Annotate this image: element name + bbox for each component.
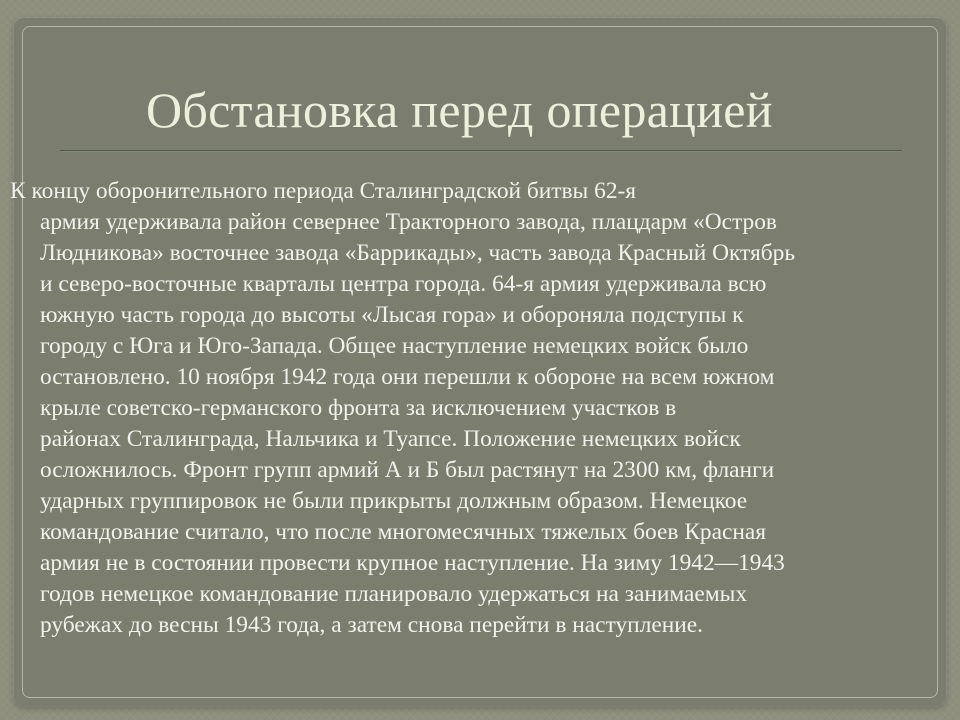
body-line: ударных группировок не были прикрыты должным образом. Немецкое: [40, 488, 748, 514]
body-line: К концу оборонительного периода Сталинградской битвы 62-я: [10, 178, 637, 204]
body-line: остановлено. 10 ноября 1942 года они перешли к обороне на всем южном: [40, 364, 775, 390]
body-line: годов немецкое командование планировало удержаться на занимаемых: [40, 581, 748, 607]
body-line: городу с Юга и Юго-Запада. Общее наступление немецких войск было: [40, 333, 749, 359]
body-line: осложнилось. Фронт групп армий А и Б был растянут на 2300 км, фланги: [40, 457, 775, 483]
body-line: районах Сталинграда, Нальчика и Туапсе. Положение немецких войск: [40, 426, 741, 452]
body-line: и северо-восточные кварталы центра города. 64-я армия удерживала всю: [40, 271, 767, 297]
title-divider: [60, 150, 902, 152]
body-line: армия не в состоянии провести крупное наступление. На зиму 1942—1943: [40, 550, 785, 576]
slide-body: [10, 176, 940, 641]
body-line: рубежах до весны 1943 года, а затем снова перейти в наступление.: [40, 612, 704, 638]
slide-title: Обстановка перед операцией: [146, 82, 773, 138]
body-line: южную часть города до высоты «Лысая гора» и обороняла подступы к: [40, 302, 744, 328]
body-line: крыле советско-германского фронта за исключением участков в: [40, 395, 677, 421]
body-line: командование считало, что после многомесячных тяжелых боев Красная: [40, 519, 767, 545]
body-line: армия удерживала район севернее Тракторного завода, плацдарм «Остров: [40, 209, 777, 235]
body-line: Людникова» восточнее завода «Баррикады», часть завода Красный Октябрь: [40, 240, 795, 266]
